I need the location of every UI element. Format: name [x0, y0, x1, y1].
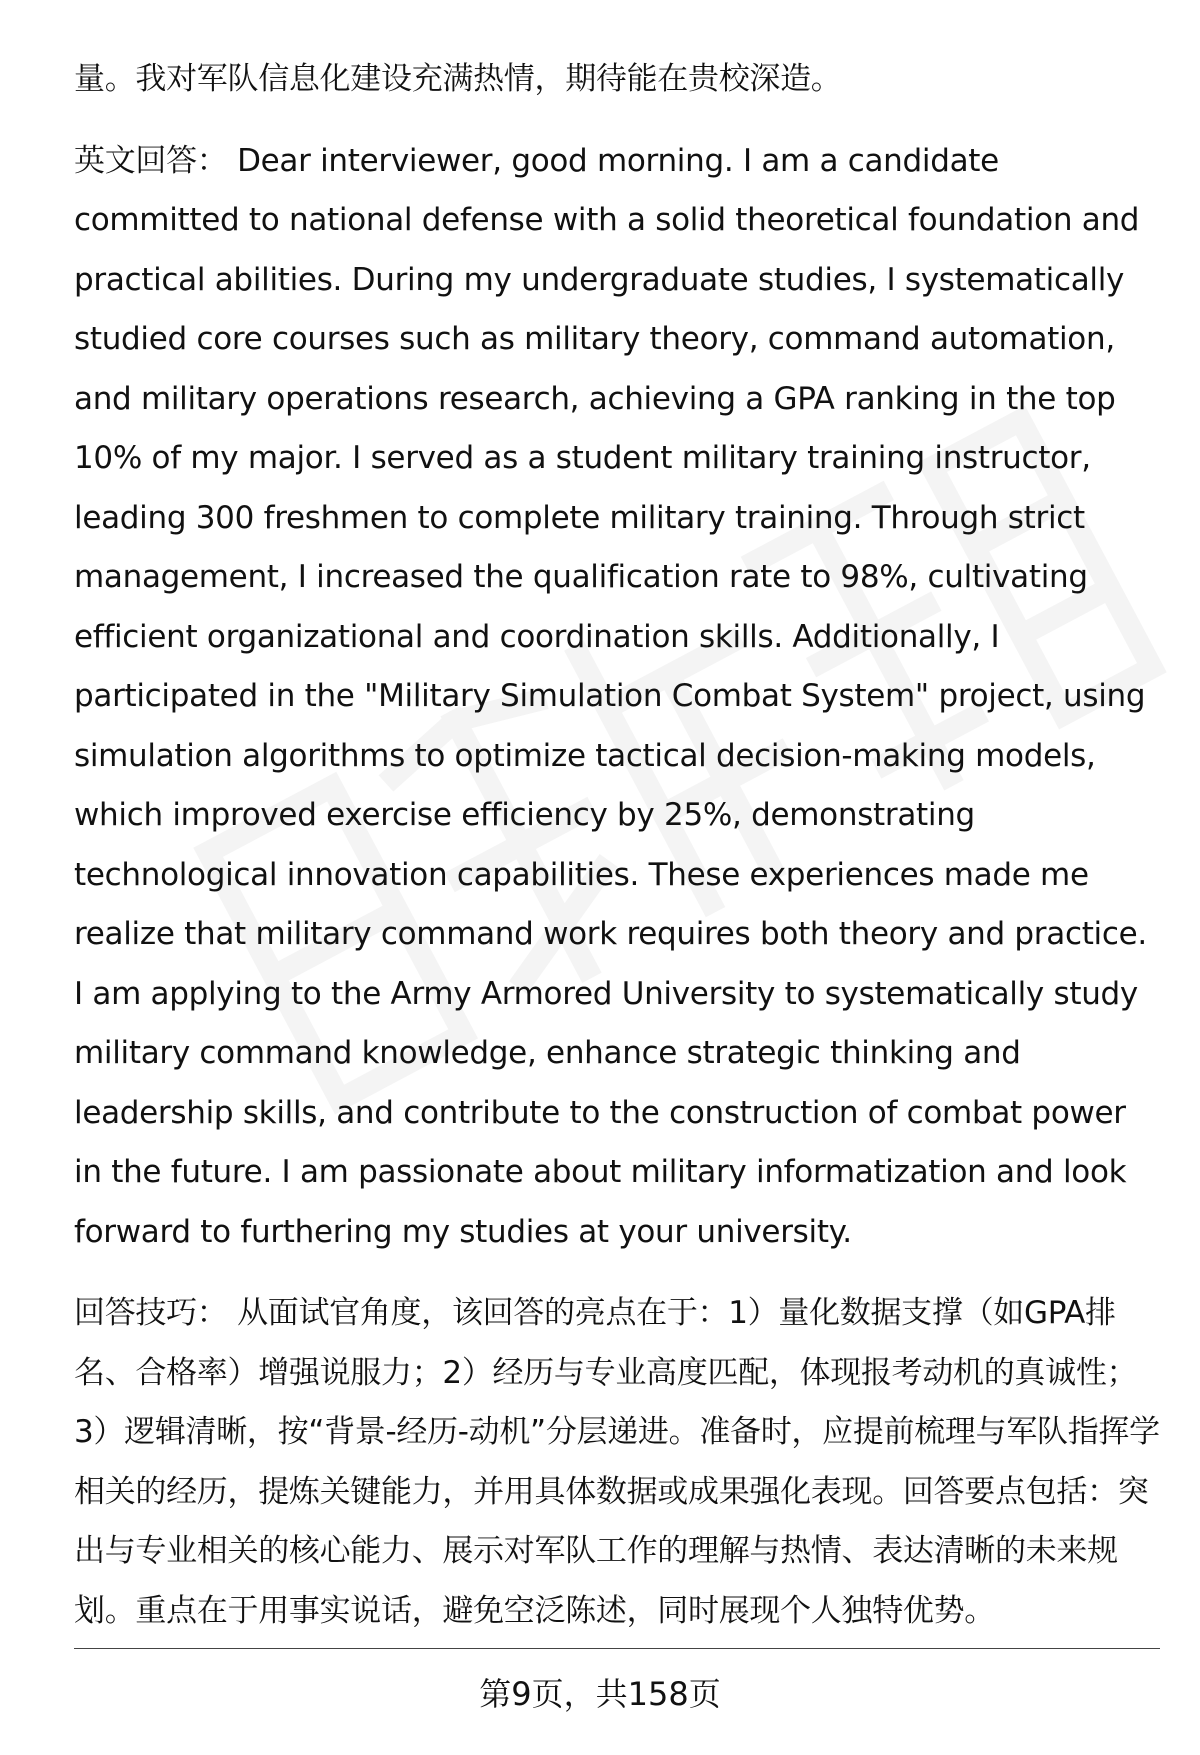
paragraph-text: 量。我对军队信息化建设充满热情，期待能在贵校深造。	[74, 61, 842, 97]
document-body	[74, 50, 1160, 1641]
paragraph-text: Dear interviewer, good morning. I am a candidate committed to national defense with a solid theoretical foundation and practical abilities. During my undergraduate studies, I systematically studied core courses such as military theory, command automation, and military operations research, achieving a GPA ranking in the top 10% of my major. I served as a student military training instructor, leading 300 freshmen to complete military training. Through strict management, I increased the qualification rate to 98%, cultivating efficient organizational and coordination skills. Additionally, I participated in the "Military Simulation Combat System" project, using simulation algorithms to optimize tactical decision-making models, which improved exercise efficiency by 25%, demonstrating technological innovation capabilities. These experiences made me realize that military command work requires both theory and practice. I am applying to the Army Armored University to systematically study military command knowledge, enhance strategic thinking and leadership skills, and contribute to the construction of combat power in the future. I am passionate about military informatization and look forward to furthering my studies at your university.	[74, 142, 1147, 1250]
paragraph-label: 回答技巧：	[74, 1295, 228, 1331]
paragraph-english-answer	[74, 132, 1160, 1263]
footer-divider	[74, 1648, 1160, 1649]
paragraph-continuation	[74, 50, 1160, 110]
paragraph-label: 英文回答：	[74, 142, 228, 179]
page-number: 第9页，共158页	[479, 1675, 721, 1713]
paragraph-text: 从面试官角度，该回答的亮点在于：1）量化数据支撑（如GPA排名、合格率）增强说服力；2）经历与专业高度匹配，体现报考动机的真诚性；3）逻辑清晰，按“背景-经历-动机”分层递进。准备时，应提前梳理与军队指挥学相关的经历，提炼关键能力，并用具体数据或成果强化表现。回答要点包括：突出与专业相关的核心能力、展示对军队工作的理解与热情、表达清晰的未来规划。重点在于用事实说话，避免空泛陈述，同时展现个人独特优势。	[74, 1295, 1160, 1629]
paragraph-answer-tips	[74, 1284, 1160, 1641]
